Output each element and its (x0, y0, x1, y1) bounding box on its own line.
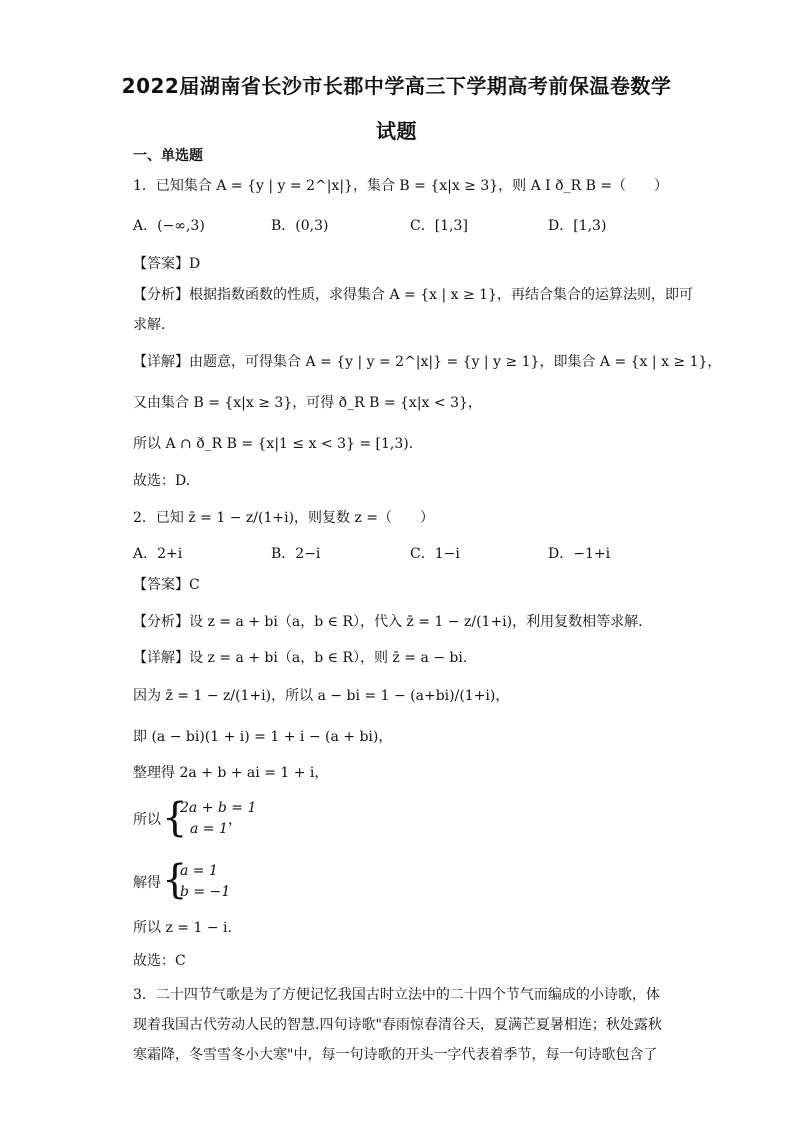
q2-detail-line2: 因为 z̄ = 1 − z/(1+i)，所以 a − bi = 1 − (a+bi)/(1+i)， (133, 688, 510, 704)
q2-detail-line3: 即 (a − bi)(1 + i) = 1 + i − (a + bi)， (133, 729, 393, 745)
q2-system1-eq2: a = 1 (190, 821, 228, 837)
page-title-line2: 试题 (376, 119, 417, 143)
q2-answer: 【答案】C (133, 577, 200, 593)
q2-option-c: C．1−i (410, 546, 460, 562)
q2-system2-eq1: a = 1 (180, 863, 218, 879)
q2-analysis: 【分析】设 z = a + bi（a，b ∈ R），代入 z̄ = 1 − z/(1+i)，利用复数相等求解. (133, 614, 643, 630)
q2-system1-eq1: 2a + b = 1 (180, 800, 257, 816)
q1-detail-line1: 【详解】由题意，可得集合 A = {y | y = 2^|x|} = {y | y ≥ 1}，即集合 A = {x | x ≥ 1}， (133, 354, 722, 370)
q2-system2-eq2: b = −1 (180, 884, 231, 900)
q1-option-d: D．[1,3) (548, 218, 607, 234)
q1-option-a: A．(−∞,3) (133, 218, 205, 234)
q2-system1-suffix: ， (228, 812, 242, 828)
q2-system1-brace: { (162, 795, 188, 841)
q1-analysis-line2: 求解. (133, 317, 166, 333)
q1-detail-line2: 又由集合 B = {x|x ≥ 3}，可得 ð_R B = {x|x < 3}， (133, 395, 482, 411)
q3-line1: 3．二十四节气歌是为了方便记忆我国古时立法中的二十四个节气而编成的小诗歌，体 (133, 987, 660, 1003)
q2-option-b: B．2−i (271, 546, 321, 562)
q2-detail-line5: 所以 z = 1 − i. (133, 920, 232, 936)
q1-stem: 1．已知集合 A = {y | y = 2^|x|}，集合 B = {x|x ≥ 3}，则 A I ð_R B =（ ） (133, 178, 669, 194)
q2-detail-line4: 整理得 2a + b + ai = 1 + i， (133, 765, 329, 781)
q1-conclusion: 故选：D. (133, 473, 191, 489)
q2-system2-brace: { (162, 857, 188, 903)
q1-option-c: C．[1,3] (410, 218, 468, 234)
q3-line2: 现着我国古代劳动人民的智慧.四句诗歌"春雨惊春清谷天，夏满芒夏暑相连；秋处露秋 (133, 1017, 662, 1033)
q1-answer: 【答案】D (133, 256, 201, 272)
section-heading: 一、单选题 (133, 148, 203, 164)
q1-detail-line3: 所以 A ∩ ð_R B = {x|1 ≤ x < 3} = [1,3). (133, 436, 414, 452)
q1-analysis-line1: 【分析】根据指数函数的性质，求得集合 A = {x | x ≥ 1}，再结合集合的运算法则，即可 (133, 287, 693, 303)
q2-conclusion: 故选：C (133, 953, 186, 969)
q2-system1-prefix: 所以 (133, 812, 161, 828)
q3-line3: 寒霜降，冬雪雪冬小大寒"中，每一句诗歌的开头一字代表着季节，每一句诗歌包含了 (133, 1047, 658, 1063)
q1-option-b: B．(0,3) (271, 218, 329, 234)
q2-stem: 2．已知 z̄ = 1 − z/(1+i)，则复数 z =（ ） (133, 510, 435, 526)
q2-system2-prefix: 解得 (133, 875, 161, 891)
q2-detail-line1: 【详解】设 z = a + bi（a，b ∈ R），则 z̄ = a − bi. (133, 650, 468, 666)
q2-option-a: A．2+i (133, 546, 183, 562)
q2-system2-suffix: ， (224, 875, 238, 891)
q2-option-d: D．−1+i (548, 546, 611, 562)
page-title-line1: 2022届湖南省长沙市长郡中学高三下学期高考前保温卷数学 (121, 74, 672, 98)
